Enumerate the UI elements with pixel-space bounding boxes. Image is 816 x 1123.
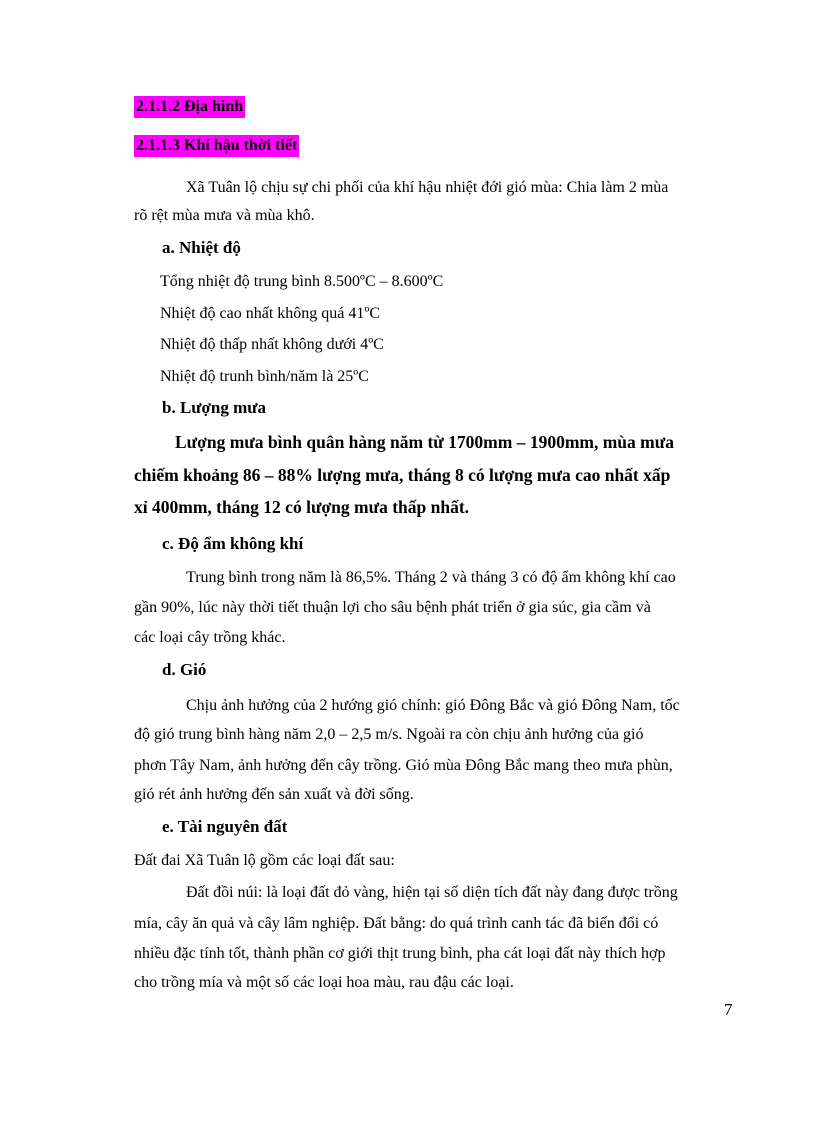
section-title-tai-nguyen-dat: e. Tài nguyên đất — [162, 817, 288, 836]
luong-mua-line-2: chiếm khoảng 86 – 88% lượng mưa, tháng 8 có lượng mưa cao nhất xấp — [134, 465, 671, 485]
section-title-luong-mua: b. Lượng mưa — [162, 398, 266, 417]
intro-line-1: Xã Tuân lộ chịu sự chi phối của khí hậu nhiệt đới gió mùa: Chia làm 2 mùa — [186, 179, 669, 196]
heading-dia-hinh: 2.1.1.2 Địa hình — [134, 96, 245, 118]
gio-line-3: phơn Tây Nam, ảnh hưởng đến cây trồng. Gió mùa Đông Bắc mang theo mưa phùn, — [134, 757, 673, 774]
section-title-do-am: c. Độ ẩm không khí — [162, 534, 304, 553]
tai-nguyen-line-0: Đất đai Xã Tuân lộ gồm các loại đất sau: — [134, 852, 395, 869]
heading-khi-hau: 2.1.1.3 Khí hậu thời tiết — [134, 135, 299, 157]
tai-nguyen-line-2: mía, cây ăn quả và cây lâm nghiệp. Đất bằng: do quá trình canh tác đã biến đổi có — [134, 915, 659, 932]
nhiet-do-line-3: Nhiệt độ thấp nhất không dưới 4ºC — [160, 336, 384, 353]
nhiet-do-line-1: Tổng nhiệt độ trung bình 8.500ºC – 8.600ºC — [160, 273, 444, 290]
do-am-line-2: gần 90%, lúc này thời tiết thuận lợi cho sâu bệnh phát triển ở gia súc, gia cầm và — [134, 599, 651, 616]
nhiet-do-line-4: Nhiệt độ trunh bình/năm là 25ºC — [160, 368, 369, 385]
section-title-gio: d. Gió — [162, 660, 207, 679]
tai-nguyen-line-3: nhiều đặc tính tốt, thành phần cơ giới thịt trung bình, pha cát loại đất này thích hợp — [134, 945, 666, 962]
gio-line-1: Chịu ảnh hưởng của 2 hướng gió chính: gió Đông Bắc và gió Đông Nam, tốc — [186, 697, 680, 714]
tai-nguyen-line-4: cho trồng mía và một số các loại hoa màu, rau đậu các loại. — [134, 974, 514, 991]
gio-line-4: gió rét ảnh hưởng đến sản xuất và đời sống. — [134, 786, 414, 803]
do-am-line-1: Trung bình trong năm là 86,5%. Tháng 2 và tháng 3 có độ ẩm không khí cao — [186, 569, 676, 586]
nhiet-do-line-2: Nhiệt độ cao nhất không quá 41ºC — [160, 305, 381, 322]
tai-nguyen-line-1: Đất đồi núi: là loại đất đỏ vàng, hiện tại số diện tích đất này đang được trồng — [186, 884, 678, 901]
do-am-line-3: các loại cây trồng khác. — [134, 629, 286, 646]
section-title-nhiet-do: a. Nhiệt độ — [162, 238, 241, 257]
luong-mua-line-1: Lượng mưa bình quân hàng năm từ 1700mm – 1900mm, mùa mưa — [175, 432, 674, 452]
intro-line-2: rõ rệt mùa mưa và mùa khô. — [134, 207, 315, 224]
gio-line-2: độ gió trung bình hàng năm 2,0 – 2,5 m/s. Ngoài ra còn chịu ảnh hưởng của gió — [134, 726, 644, 743]
page-number: 7 — [724, 1000, 733, 1019]
luong-mua-line-3: xỉ 400mm, tháng 12 có lượng mưa thấp nhất. — [134, 497, 470, 517]
